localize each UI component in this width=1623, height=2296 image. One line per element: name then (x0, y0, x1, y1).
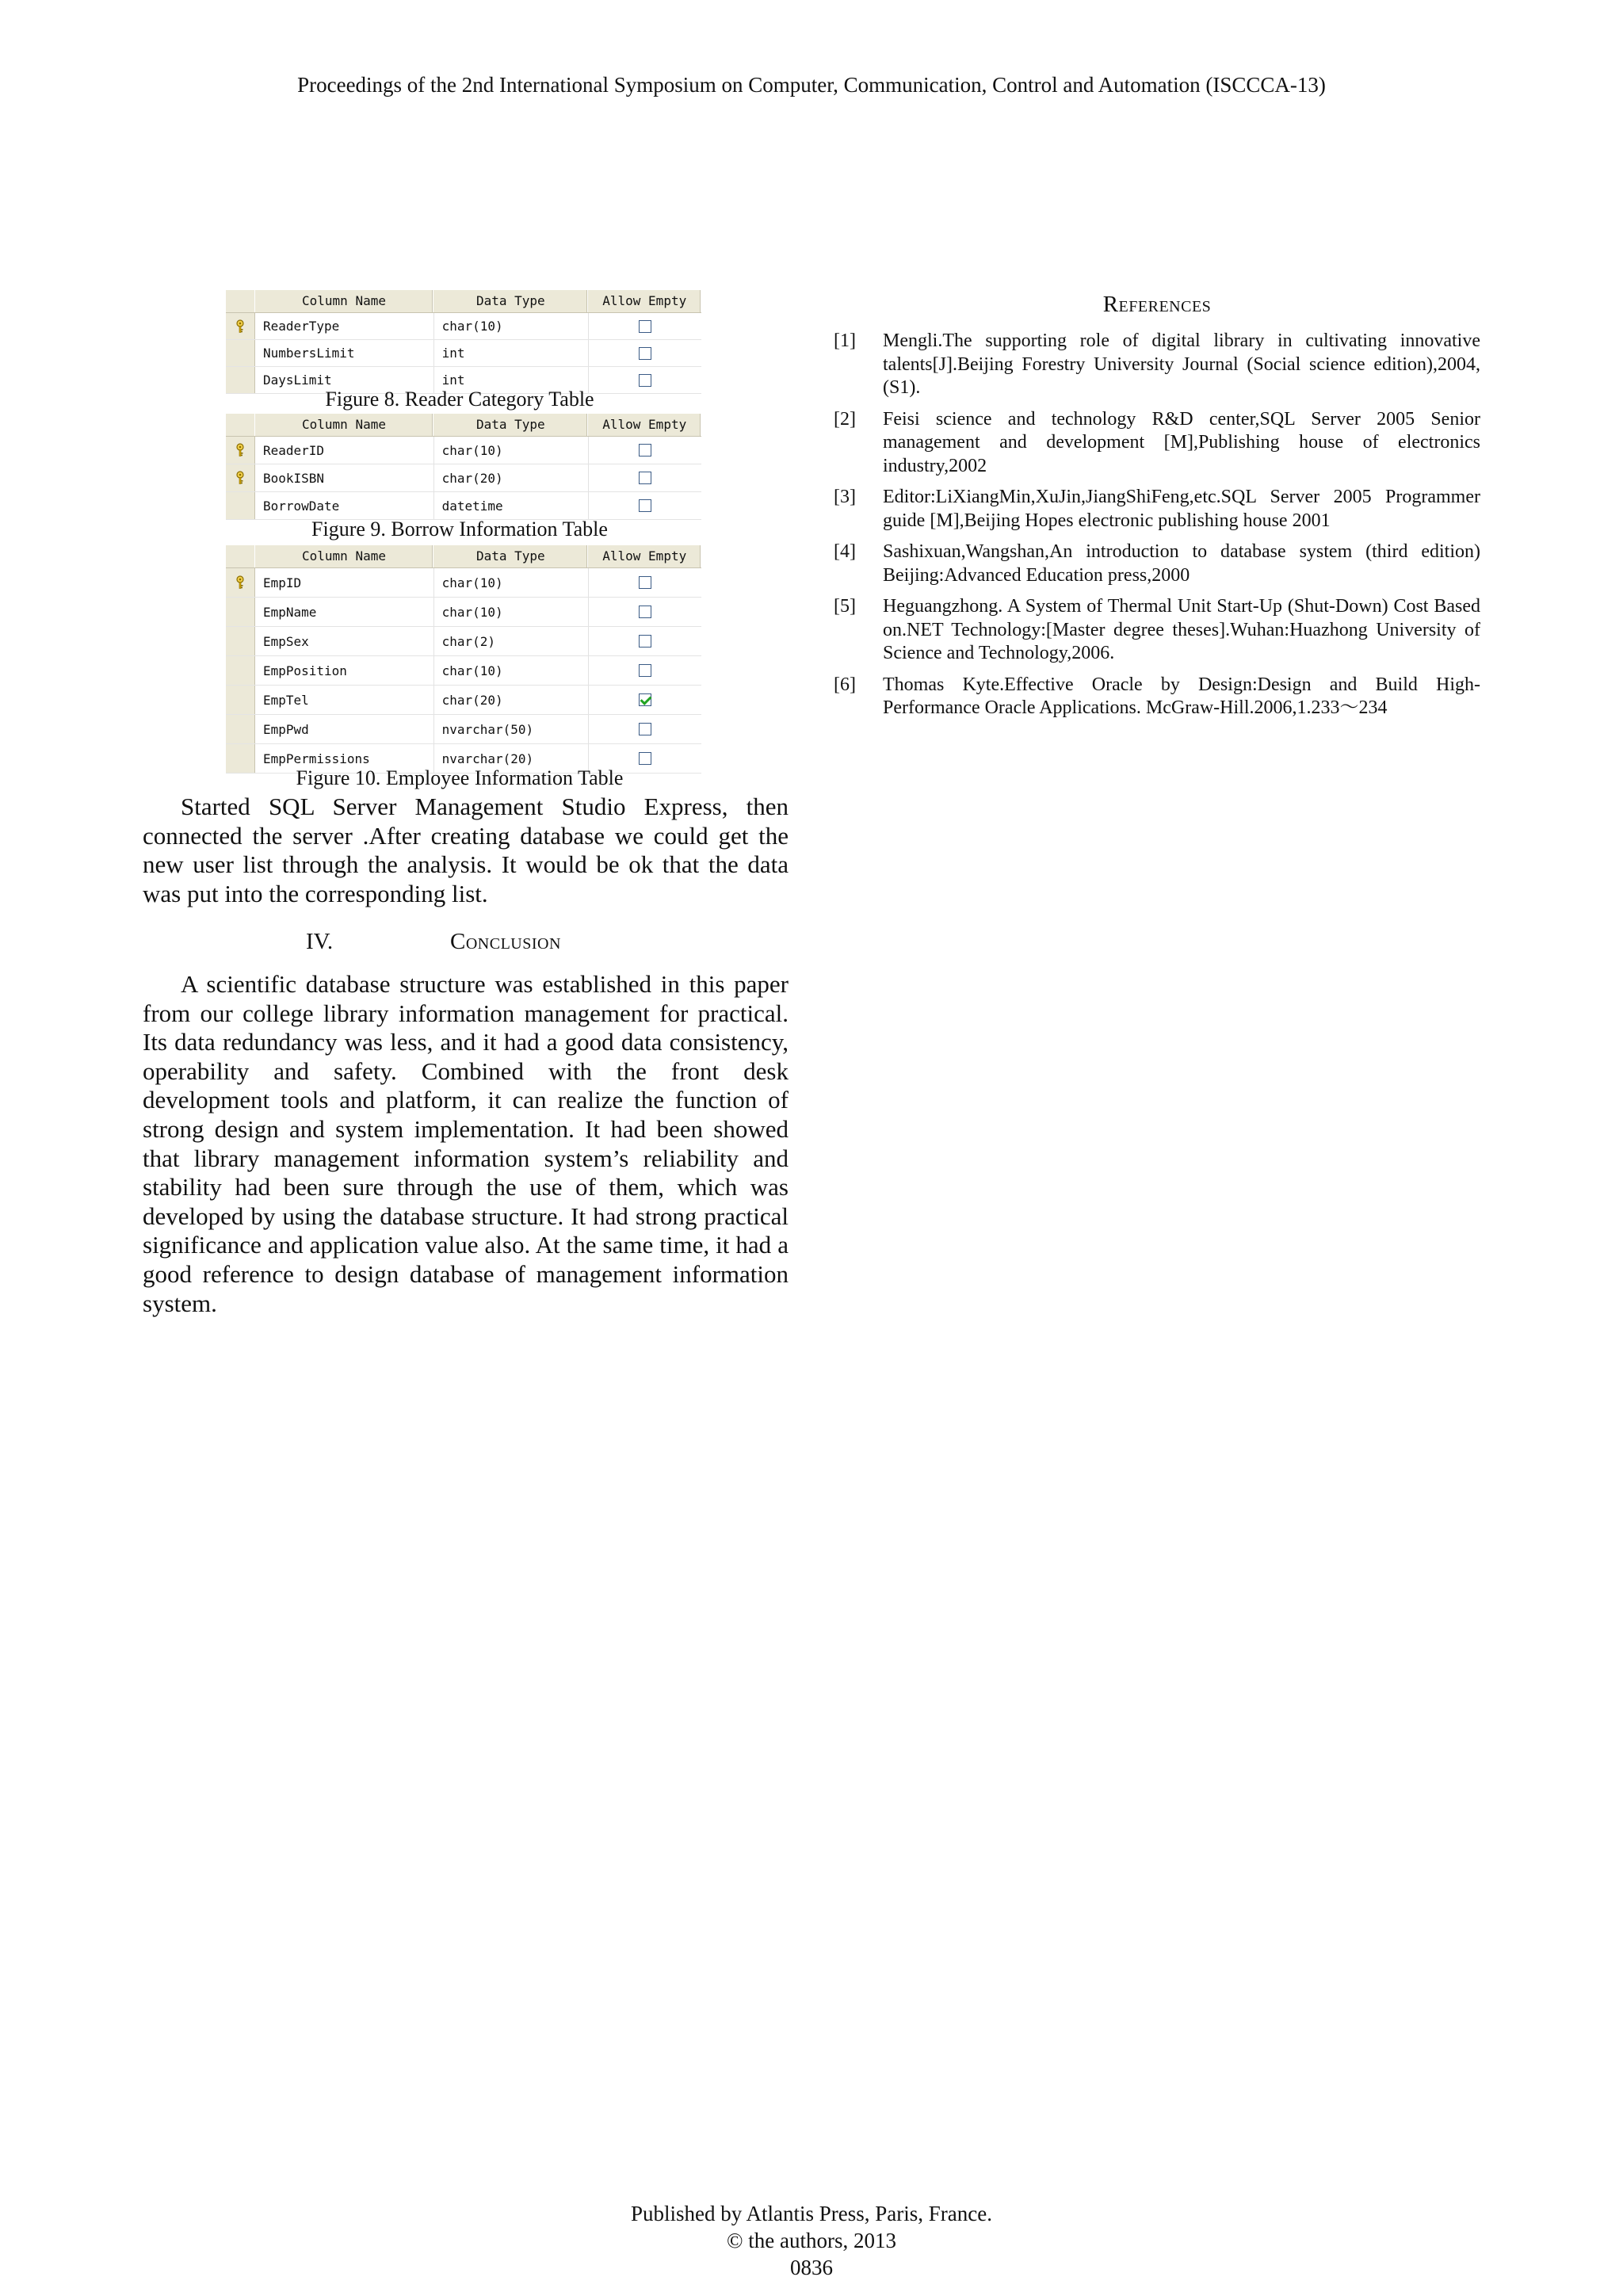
row-selector[interactable] (226, 598, 255, 626)
reference-item (834, 330, 1480, 400)
section-heading (143, 929, 789, 961)
data-type-header[interactable]: Data Type (433, 545, 588, 567)
data-type-cell[interactable]: char(20) (434, 686, 590, 714)
row-selector-header (226, 545, 255, 567)
reference-text: Feisi science and technology R&D center,SQL Server 2005 Senior management and development [M],Publishing house of electronics industry,2002 (883, 408, 1480, 476)
primary-key-icon (235, 319, 246, 334)
row-selector[interactable] (226, 715, 255, 743)
table-row[interactable] (226, 568, 701, 598)
column-name-cell[interactable]: DaysLimit (255, 367, 434, 393)
data-type-cell[interactable]: char(10) (434, 313, 590, 339)
column-name-cell[interactable]: EmpPosition (255, 656, 434, 685)
column-name-cell[interactable]: NumbersLimit (255, 340, 434, 366)
reference-number: [4] (834, 541, 856, 562)
allow-empty-header[interactable]: Allow Empty (588, 545, 701, 567)
reader-category-table (226, 290, 701, 394)
row-selector[interactable] (226, 437, 255, 464)
allow-empty-cell (589, 686, 701, 714)
section-title: Conclusion (450, 929, 561, 954)
column-name-cell[interactable]: EmpPermissions (255, 744, 434, 773)
paragraph-text: Started SQL Server Management Studio Express, then connected the server .After creating database we could get the new user list through the analysis. It would be ok that the data was put into the corresponding list. (143, 793, 789, 907)
table-header (226, 290, 701, 313)
row-selector[interactable] (226, 568, 255, 597)
allow-empty-cell (589, 627, 701, 655)
page-footer (0, 2200, 1623, 2281)
reference-text: Mengli.The supporting role of digital library in cultivating innovative talents[J].Beijing Forestry University Journal (Social science edition),2004,(S1). (883, 330, 1480, 398)
allow-empty-cell (589, 492, 701, 519)
reference-text: Editor:LiXiangMin,XuJin,JiangShiFeng,etc.SQL Server 2005 Programmer guide [M],Beijing Hopes electronic publishing house 2001 (883, 487, 1480, 531)
allow-empty-cell (589, 598, 701, 626)
reference-item (834, 486, 1480, 533)
data-type-cell[interactable]: datetime (434, 492, 590, 519)
column-name-header[interactable]: Column Name (255, 545, 433, 567)
primary-key-icon (235, 575, 246, 590)
allow-empty-checkbox[interactable] (639, 320, 651, 333)
reference-item (834, 674, 1480, 720)
column-name-header[interactable]: Column Name (255, 414, 433, 436)
row-selector[interactable] (226, 627, 255, 655)
data-type-cell[interactable]: nvarchar(20) (434, 744, 590, 773)
column-name-cell[interactable]: EmpPwd (255, 715, 434, 743)
column-name-cell[interactable]: EmpTel (255, 686, 434, 714)
column-name-header[interactable]: Column Name (255, 290, 433, 312)
data-type-cell[interactable]: char(10) (434, 656, 590, 685)
allow-empty-header[interactable]: Allow Empty (588, 290, 701, 312)
allow-empty-checkbox[interactable] (639, 444, 651, 457)
data-type-header[interactable]: Data Type (433, 290, 588, 312)
reference-text: Thomas Kyte.Effective Oracle by Design:Design and Build High-Performance Oracle Applications. McGraw-Hill.2006,1.233～234 (883, 674, 1480, 718)
data-type-cell[interactable]: char(10) (434, 598, 590, 626)
allow-empty-checkbox[interactable] (639, 664, 651, 677)
row-selector[interactable] (226, 492, 255, 519)
reference-item (834, 408, 1480, 479)
figure-8-caption: Figure 8. Reader Category Table (325, 388, 594, 411)
column-name-cell[interactable]: EmpSex (255, 627, 434, 655)
allow-empty-checkbox[interactable] (639, 374, 651, 387)
table-row[interactable] (226, 313, 701, 340)
table-row[interactable] (226, 598, 701, 627)
column-name-cell[interactable]: EmpName (255, 598, 434, 626)
table-row[interactable] (226, 464, 701, 492)
table-row[interactable] (226, 437, 701, 464)
figure-9-caption: Figure 9. Borrow Information Table (311, 518, 608, 541)
table-header (226, 545, 701, 568)
allow-empty-cell (589, 464, 701, 491)
allow-empty-checkbox[interactable] (639, 635, 651, 648)
column-name-cell[interactable]: ReaderID (255, 437, 434, 464)
section-number: IV. (306, 929, 334, 954)
allow-empty-header[interactable]: Allow Empty (588, 414, 701, 436)
column-name-cell[interactable]: EmpID (255, 568, 434, 597)
body-paragraph-2 (143, 970, 789, 1318)
allow-empty-cell (589, 437, 701, 464)
allow-empty-checkbox[interactable] (639, 576, 651, 589)
primary-key-icon (235, 443, 246, 457)
reference-number: [2] (834, 408, 856, 430)
allow-empty-checkbox[interactable] (639, 606, 651, 618)
data-type-cell[interactable]: nvarchar(50) (434, 715, 590, 743)
data-type-cell[interactable]: int (434, 340, 590, 366)
publisher-line: Published by Atlantis Press, Paris, France. (631, 2202, 992, 2225)
body-paragraph-1 (143, 793, 789, 908)
references-list (834, 330, 1480, 728)
allow-empty-checkbox[interactable] (639, 472, 651, 484)
column-name-cell[interactable]: BorrowDate (255, 492, 434, 519)
reference-text: Heguangzhong. A System of Thermal Unit Start-Up (Shut-Down) Cost Based on.NET Technology:[Master degree theses].Wuhan:Huazhong University of Science and Technology,2006. (883, 596, 1480, 663)
row-selector[interactable] (226, 686, 255, 714)
reference-number: [5] (834, 596, 856, 617)
table-row[interactable] (226, 340, 701, 367)
reference-text: Sashixuan,Wangshan,An introduction to database system (third edition) Beijing:Advanced Education press,2000 (883, 541, 1480, 586)
row-selector[interactable] (226, 656, 255, 685)
allow-empty-cell (589, 715, 701, 743)
column-name-cell[interactable]: ReaderType (255, 313, 434, 339)
allow-empty-cell (589, 340, 701, 366)
column-name-cell[interactable]: BookISBN (255, 464, 434, 491)
table-header (226, 414, 701, 437)
data-type-cell[interactable]: char(2) (434, 627, 590, 655)
page-number: 0836 (790, 2256, 833, 2279)
data-type-cell[interactable]: char(10) (434, 568, 590, 597)
paragraph-text: A scientific database structure was established in this paper from our college library information management for practical. Its data redundancy was less, and it had a good data consistency, operability and safety. Combined with the front desk development tools and platform, it can realize the function of strong design and system implementation. It had been showed that library management information system’s reliability and stability had been sure through the use of them, which was developed by using the database structure. It had strong practical significance and application value also. At the same time, it had a good reference to design database of management information system. (143, 970, 789, 1317)
reference-item (834, 541, 1480, 587)
primary-key-icon (235, 471, 246, 485)
allow-empty-cell (589, 568, 701, 597)
row-selector[interactable] (226, 313, 255, 339)
table-row[interactable] (226, 492, 701, 520)
table-row[interactable] (226, 627, 701, 656)
references-heading: References (1102, 292, 1212, 317)
running-header: Proceedings of the 2nd International Symposium on Computer, Communication, Control and Automation (ISCCCA-13) (297, 73, 1326, 97)
row-selector-header (226, 414, 255, 436)
table-row[interactable] (226, 686, 701, 715)
allow-empty-cell (589, 313, 701, 339)
employee-information-table (226, 545, 701, 774)
allow-empty-checkbox[interactable] (639, 723, 651, 735)
row-selector[interactable] (226, 464, 255, 491)
reference-number: [3] (834, 487, 856, 507)
data-type-cell[interactable]: int (434, 367, 590, 393)
row-selector-header (226, 290, 255, 312)
borrow-information-table (226, 414, 701, 520)
allow-empty-cell (589, 656, 701, 685)
figure-10-caption: Figure 10. Employee Information Table (296, 766, 624, 789)
data-type-cell[interactable]: char(20) (434, 464, 590, 491)
reference-number: [1] (834, 330, 856, 351)
table-row[interactable] (226, 656, 701, 686)
allow-empty-checkbox[interactable] (639, 752, 651, 765)
allow-empty-checkbox[interactable] (639, 693, 651, 706)
table-row[interactable] (226, 715, 701, 744)
allow-empty-checkbox[interactable] (639, 347, 651, 360)
reference-item (834, 595, 1480, 666)
allow-empty-checkbox[interactable] (639, 499, 651, 512)
data-type-header[interactable]: Data Type (433, 414, 588, 436)
reference-number: [6] (834, 674, 856, 695)
data-type-cell[interactable]: char(10) (434, 437, 590, 464)
copyright-line: © the authors, 2013 (727, 2229, 896, 2252)
row-selector[interactable] (226, 340, 255, 366)
